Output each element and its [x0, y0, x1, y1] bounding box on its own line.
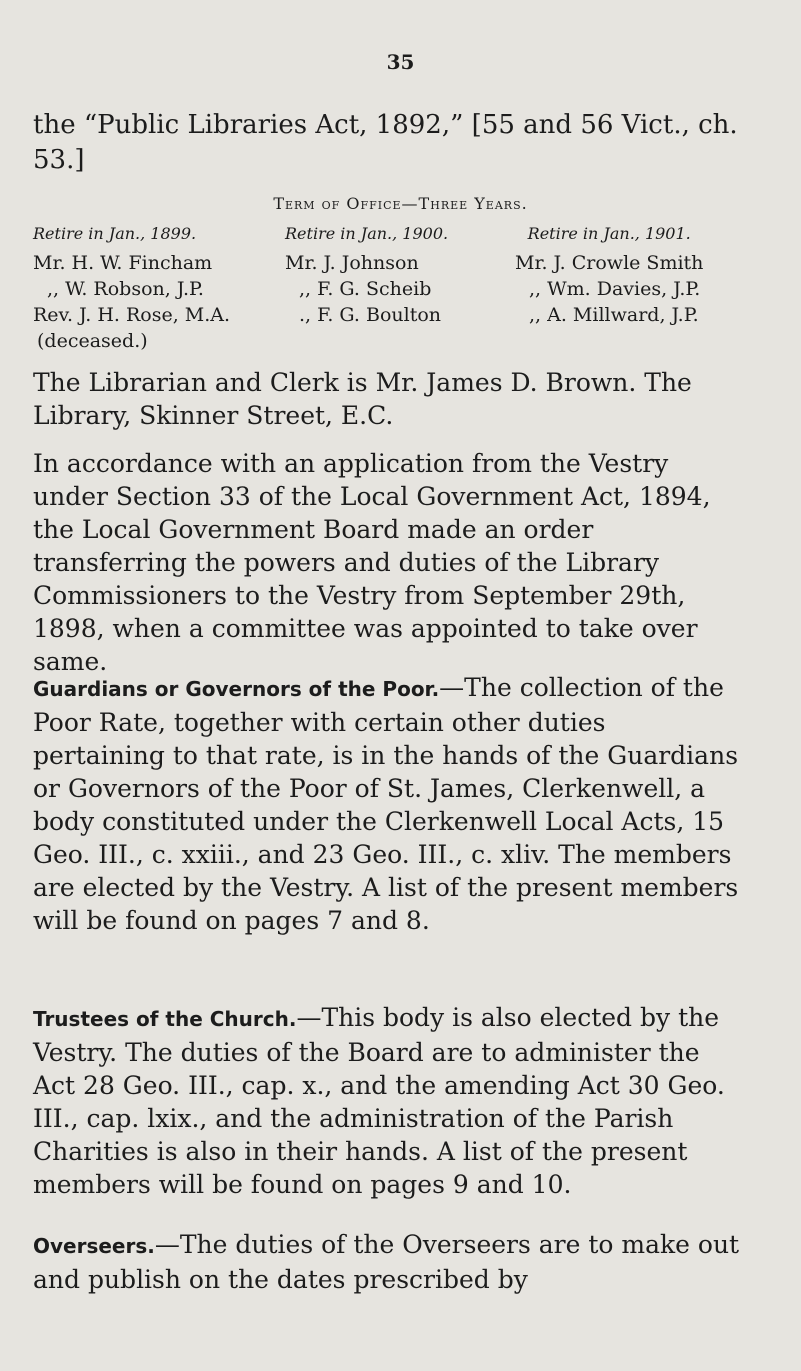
member-line: Mr. H. W. Fincham — [33, 252, 213, 274]
member-line: ,, A. Millward, J.P. — [529, 304, 699, 326]
overseers-heading: Overseers. — [33, 1234, 155, 1258]
retire-column-1901 — [515, 224, 703, 328]
column-heading: Retire in Jan., 1901. — [527, 224, 691, 243]
librarian-paragraph: The Librarian and Clerk is Mr. James D. Brown. The Library, Skinner Street, E.C. — [33, 368, 692, 430]
intro-text: the “Public Libraries Act, 1892,” [55 and 56 Vict., ch. 53.] — [33, 110, 738, 175]
retire-column-1900 — [285, 224, 448, 328]
overseers-paragraph — [33, 1228, 745, 1296]
trustees-text: —This body is also elected by the Vestry. The duties of the Board are to administer the Act 28 Geo. III., cap. x., and the amending Act 30 Geo. III., cap. lxix., and the administration of the Parish Charities is also in their hands. A list of the present members will be found on pages 9 and 10. — [33, 1003, 725, 1199]
page-number: 35 — [386, 50, 415, 74]
member-line: ,, W. Robson, J.P. — [47, 278, 204, 300]
vestry-paragraph: In accordance with an application from the Vestry under Section 33 of the Local Government Act, 1894, the Local Government Board made an order transferring the powers and duties of the Library Commissioners to the Vestry from September 29th, 1898, when a committee was appointed to take over same. — [33, 449, 711, 676]
guardians-heading: Guardians or Governors of the Poor. — [33, 677, 440, 701]
trustees-heading: Trustees of the Church. — [33, 1007, 297, 1031]
trustees-paragraph — [33, 1001, 745, 1201]
member-line: (deceased.) — [37, 330, 148, 352]
term-of-office-heading: Term of Office—Three Years. — [273, 194, 528, 213]
guardians-paragraph — [33, 671, 745, 937]
member-line: ,, Wm. Davies, J.P. — [529, 278, 701, 300]
member-line: Mr. J. Johnson — [285, 252, 419, 274]
member-line: ., F. G. Boulton — [299, 304, 442, 326]
overseers-text: —The duties of the Overseers are to make out and publish on the dates prescribed by — [33, 1230, 740, 1294]
column-heading: Retire in Jan., 1900. — [285, 224, 449, 243]
retire-column-1899 — [33, 224, 230, 354]
member-line: Mr. J. Crowle Smith — [515, 252, 704, 274]
member-line: ,, F. G. Scheib — [299, 278, 432, 300]
guardians-text: —The collection of the Poor Rate, together with certain other duties pertaining to that rate, is in the hands of the Guardians or Governors of the Poor of St. James, Clerkenwell, a body constituted under the Clerkenwell Local Acts, 15 Geo. III., c. xxiii., and 23 Geo. III., c. xliv. The members are elected by the Vestry. A list of the present members will be found on pages 7 and 8. — [33, 673, 739, 935]
member-line: Rev. J. H. Rose, M.A. — [33, 304, 231, 326]
column-heading: Retire in Jan., 1899. — [33, 224, 197, 243]
